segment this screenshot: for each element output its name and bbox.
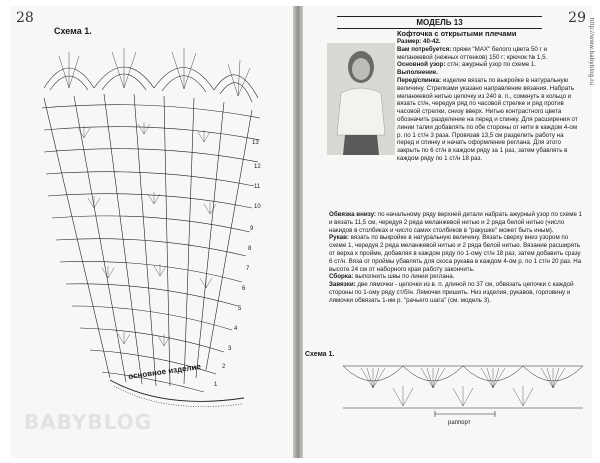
schema-label: Схема 1.: [305, 351, 335, 358]
row-label: 7: [246, 266, 250, 272]
schema-title: Схема 1.: [54, 26, 92, 36]
tie-label: Завязки:: [329, 281, 356, 289]
assembly-text: выполнить швы по линии реглана.: [355, 273, 455, 281]
left-page: [10, 6, 293, 458]
materials-label: Вам потребуется:: [397, 45, 452, 53]
pattern-label: Основной узор:: [397, 61, 446, 69]
tie-text: две лямочки - цепочки из в. п. длиной по 37 см, обвязать цепочки с каждой стороны по 1-ому ряду ст/б/н. Лямочки пришить. Низ изделия, рукавов, горловину и лямочки обвязать 1-им р. "рачьего шага" (см. модель 3).: [329, 281, 574, 304]
site-url: http://www.babyblog.ru: [588, 18, 594, 86]
intro-block: [397, 29, 582, 163]
row-label: 6: [242, 286, 246, 292]
book-gutter: [293, 6, 303, 458]
page-number-right: 29: [568, 10, 586, 26]
right-page: [303, 6, 592, 458]
row-label: 3: [228, 346, 232, 352]
watermark-logo: BABYBLOG: [24, 410, 153, 434]
crochet-diagram: [14, 38, 284, 418]
size-text: Размер: 40-42.: [397, 38, 441, 45]
row-label: 11: [254, 184, 261, 190]
sleeve-label: Рукав:: [329, 234, 349, 242]
rapport-label: раппорт: [448, 420, 471, 426]
diagram-caption: основное изделие: [127, 361, 202, 382]
row-label: 4: [234, 326, 238, 332]
model-header: МОДЕЛЬ 13: [337, 16, 542, 29]
row-label: 1: [214, 382, 218, 388]
page-number-left: 28: [16, 10, 34, 26]
pattern-text: ст/н; ажурный узор по схеме 1.: [447, 61, 537, 69]
row-label: 12: [254, 164, 261, 170]
model-photo: [327, 43, 395, 155]
front-text: изделие вязать по выкройке в натуральную величину. Стрелками указано направление вязания. Набрать меланжевой нитью цепочку из 240 в. п., сомкнуть в кольцо и вязать ст/н, чередуя ряд по часовой стрелке и ряд против часовой стрелки, снизу вверх. Нитью контрастного цвета обозначить разделение на перед и спинку. Для расширения от линии талии добавлять по обе стороны от нити в каждом 4-ом р. по 1 ст/н 3 раза. Провязав 13,5 см разделить работу на перед и спинку и начать оформление реглана. Для этого закрыть по 6 ст/н в каждом ряду за 1 раз, затем убавлять в каждом ряду по 1 ст/н 18 раз.: [397, 76, 578, 162]
row-label: 9: [250, 226, 254, 232]
materials-text: пряжи "МАХ" белого цвета 50 г и меланжевой (нежных оттенков) 150 г; крючок № 1,5.: [397, 45, 548, 61]
pattern-schema: [343, 356, 583, 418]
model-title: Кофточка с открытыми плечами: [397, 29, 517, 38]
assembly-label: Сборка:: [329, 273, 354, 281]
row-label: 13: [252, 140, 259, 146]
row-label: 10: [254, 204, 261, 210]
execution-label: Выполнение.: [397, 69, 438, 77]
row-label: 8: [248, 246, 252, 252]
trim-text: по начальному ряду верхней детали набрать ажурный узор по схеме 1 и вязать 11,5 см, чередуя 2 ряда меланжевой нитью и 2 ряда белой нитью (число накидов в столбиках и число самих столбиков в "ракушке" может быть иным).: [329, 211, 583, 234]
body-block: [329, 211, 583, 305]
sleeve-text: вязать по выкройке в натуральную величину. Вязать сверху вниз узором по схеме 1, чередуя 2 ряда меланжевой нитью и 2 ряда белой нитью. Вязание расширять от верха к пройме, добавляя в каждом ряду по 1-ому ст/н 18 раз, затем добавить сразу 6 ст/н. Вяза от проймы убавлять для скоса рукава в каждом 4-ом р. по 1 ст/н 20 раз. На высоте 24 см от наборного края работу закончить.: [329, 234, 582, 273]
front-label: Перед/спинка:: [397, 76, 442, 84]
row-label: 5: [238, 306, 242, 312]
trim-label: Обвязка внизу:: [329, 211, 376, 218]
row-label: 2: [222, 364, 226, 370]
